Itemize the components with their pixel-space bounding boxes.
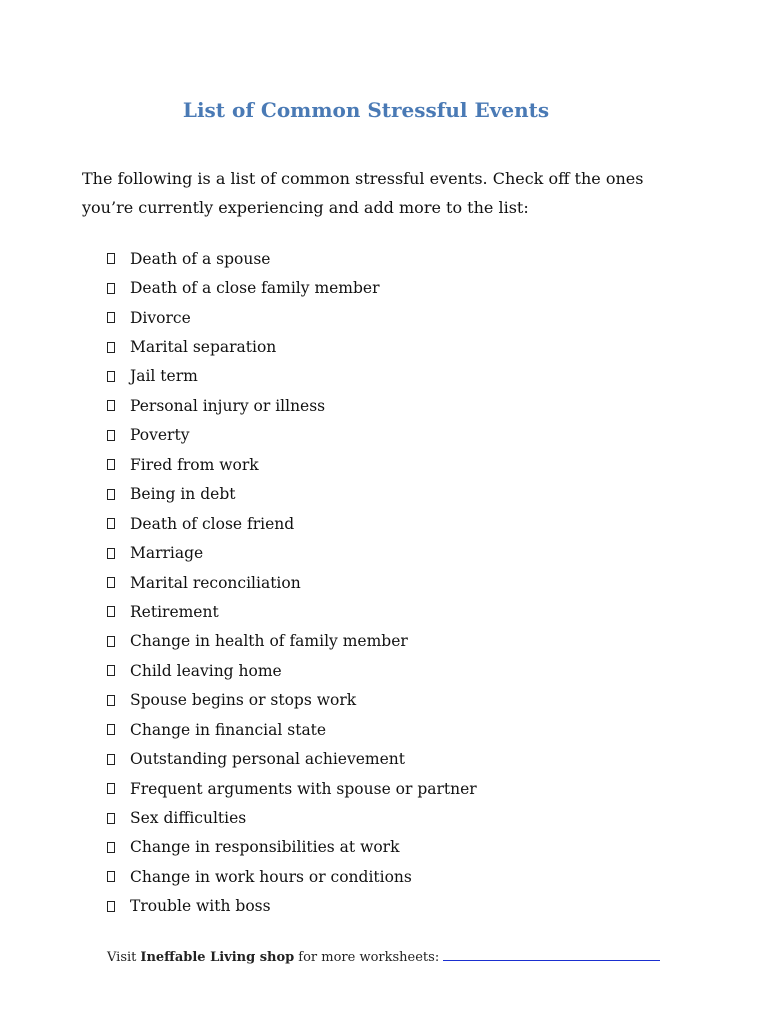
item-label: Retirement — [130, 602, 219, 621]
item-label: Change in work hours or conditions — [130, 867, 412, 886]
list-item — [104, 686, 477, 715]
list-item — [104, 892, 477, 921]
list-item — [104, 509, 477, 538]
checkbox[interactable] — [107, 901, 115, 912]
item-label: Being in debt — [130, 485, 236, 504]
checkbox[interactable] — [107, 754, 115, 765]
checkbox[interactable] — [107, 606, 115, 617]
footer-suffix: for more worksheets: — [298, 950, 440, 965]
list-item — [104, 391, 477, 420]
list-item — [104, 332, 477, 361]
list-item — [104, 744, 477, 773]
list-item — [104, 774, 477, 803]
checkbox[interactable] — [107, 636, 115, 647]
item-label: Sex difficulties — [130, 809, 247, 828]
list-item — [104, 862, 477, 891]
checkbox[interactable] — [107, 577, 115, 588]
item-label: Marital separation — [130, 338, 277, 357]
list-item — [104, 480, 477, 509]
item-label: Marriage — [130, 544, 204, 563]
stress-event-checklist — [104, 244, 477, 921]
list-item — [104, 656, 477, 685]
item-label: Death of a close family member — [130, 279, 380, 298]
footer-prefix: Visit — [107, 950, 137, 965]
item-label: Poverty — [130, 426, 190, 445]
item-label: Death of a spouse — [130, 249, 271, 268]
checkbox[interactable] — [107, 518, 115, 529]
checkbox[interactable] — [107, 400, 115, 411]
checkbox[interactable] — [107, 489, 115, 500]
checkbox[interactable] — [107, 312, 115, 323]
shop-name: Ineffable Living shop — [140, 950, 295, 965]
checkbox[interactable] — [107, 342, 115, 353]
checkbox[interactable] — [107, 783, 115, 794]
list-item — [104, 597, 477, 626]
list-item — [104, 421, 477, 450]
item-label: Child leaving home — [130, 661, 282, 680]
item-label: Spouse begins or stops work — [130, 691, 357, 710]
checkbox[interactable] — [107, 253, 115, 264]
list-item — [104, 273, 477, 302]
checkbox[interactable] — [107, 283, 115, 294]
item-label: Divorce — [130, 308, 191, 327]
item-label: Frequent arguments with spouse or partner — [130, 779, 477, 798]
checkbox[interactable] — [107, 371, 115, 382]
checkbox[interactable] — [107, 724, 115, 735]
list-item — [104, 362, 477, 391]
list-item — [104, 538, 477, 567]
item-label: Trouble with boss — [130, 897, 271, 916]
page-title: List of Common Stressful Events — [182, 98, 550, 122]
list-item — [104, 833, 477, 862]
list-item — [104, 803, 477, 832]
checkbox[interactable] — [107, 665, 115, 676]
item-label: Change in responsibilities at work — [130, 838, 400, 857]
shop-link[interactable] — [443, 946, 660, 961]
checkbox[interactable] — [107, 695, 115, 706]
checkbox[interactable] — [107, 548, 115, 559]
checkbox[interactable] — [107, 813, 115, 824]
item-label: Personal injury or illness — [130, 396, 326, 415]
item-label: Outstanding personal achievement — [130, 750, 405, 769]
item-label: Change in health of family member — [130, 632, 408, 651]
item-label: Jail term — [130, 367, 198, 386]
item-label: Fired from work — [130, 455, 259, 474]
list-item — [104, 450, 477, 479]
list-item — [104, 715, 477, 744]
checkbox[interactable] — [107, 459, 115, 470]
checkbox[interactable] — [107, 430, 115, 441]
item-label: Change in financial state — [130, 720, 327, 739]
footer-note — [107, 946, 660, 965]
checkbox[interactable] — [107, 842, 115, 853]
list-item — [104, 568, 477, 597]
intro-paragraph: The following is a list of common stressful events. Check off the ones you’re currently experiencing and add more to the list: — [82, 169, 644, 217]
list-item — [104, 627, 477, 656]
checkbox[interactable] — [107, 871, 115, 882]
item-label: Marital reconciliation — [130, 573, 301, 592]
list-item — [104, 303, 477, 332]
item-label: Death of close friend — [130, 514, 295, 533]
list-item — [104, 244, 477, 273]
